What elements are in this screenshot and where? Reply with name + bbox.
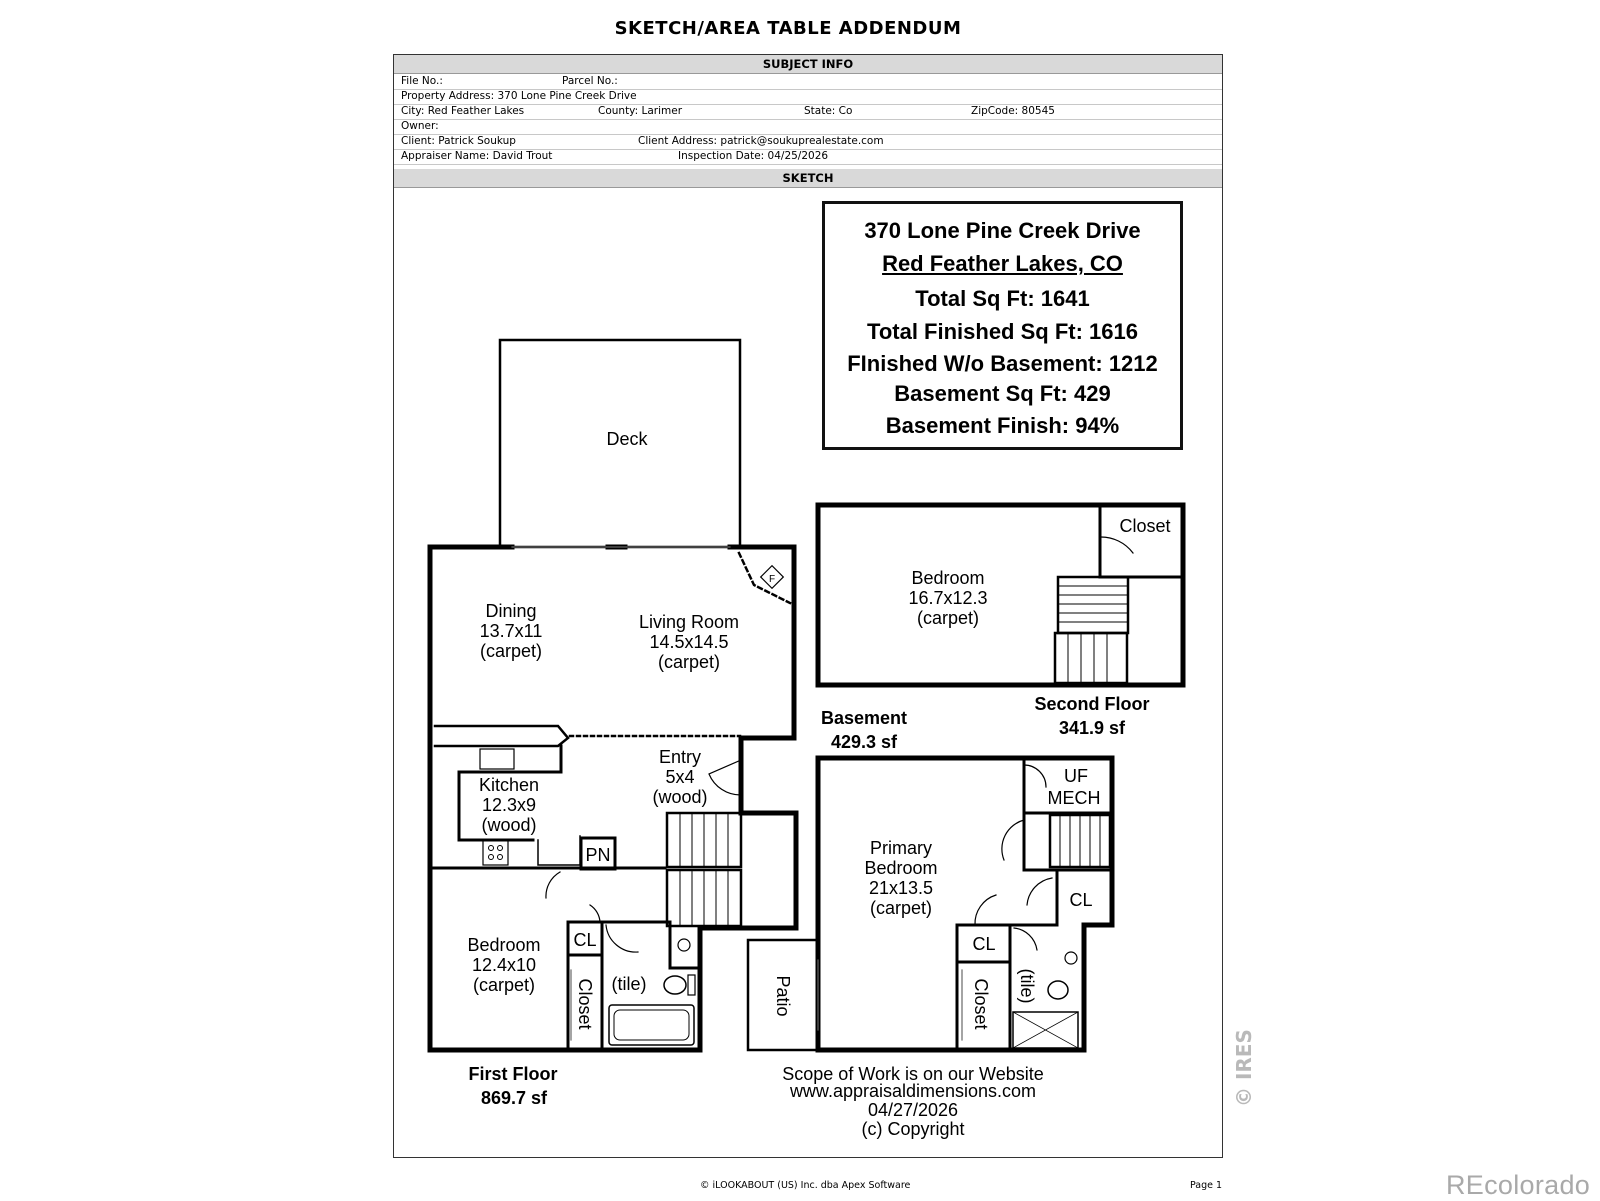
appraiser: Appraiser Name: David Trout (401, 150, 553, 162)
bathtub-icon (609, 1005, 694, 1045)
label-basement: Basement (820, 708, 908, 728)
city: City: Red Feather Lakes (401, 105, 525, 117)
parcel-no: Parcel No.: (562, 75, 618, 87)
label-cl-basement-2: CL (972, 934, 996, 954)
property-address: Property Address: 370 Lone Pine Creek Drive (401, 90, 637, 102)
summary-city: Red Feather Lakes, CO (882, 251, 1123, 276)
recolorado-watermark: REcolorado (1446, 1170, 1591, 1200)
label-entry-name: Entry (658, 747, 702, 767)
subject-info-heading: SUBJECT INFO (394, 55, 1222, 74)
client-address: Client Address: patrick@soukuprealestate.com (638, 135, 884, 147)
label-cl-basement-1: CL (1069, 890, 1093, 910)
ires-watermark: © IRES (1232, 1029, 1256, 1107)
scope-line-3: 04/27/2026 (867, 1100, 959, 1120)
footer-software: © iLOOKABOUT (US) Inc. dba Apex Software (700, 1180, 911, 1191)
sink-icon-bath (678, 939, 690, 951)
label-mech: MECH (1047, 788, 1101, 808)
summary-total-finished: Total Finished Sq Ft: 1616 (867, 319, 1138, 344)
summary-basement-finish: Basement Finish: 94% (885, 413, 1120, 438)
label-deck: Deck (606, 429, 648, 449)
label-second-floor: Second Floor (1034, 694, 1150, 714)
label-dining-size: 13.7x11 (479, 621, 543, 641)
label-dining-floor: (carpet) (479, 641, 543, 661)
upper-stairs-b (1055, 633, 1127, 683)
label-pantry: PN (585, 845, 611, 865)
county: County: Larimer (598, 105, 683, 117)
summary-total-sqft: Total Sq Ft: 1641 (915, 286, 1090, 311)
label-closet-second: Closet (1119, 516, 1171, 536)
label-first-floor-area: 869.7 sf (480, 1088, 548, 1108)
footer-page-number: Page 1 (1190, 1180, 1223, 1191)
label-cl-first: CL (573, 930, 597, 950)
label-fireplace: F (768, 574, 776, 585)
label-bedroom1-name: Bedroom (467, 935, 541, 955)
closet-door-swing (1100, 537, 1133, 577)
scope-line-2: www.appraisaldimensions.com (789, 1081, 1037, 1101)
state: State: Co (804, 105, 853, 117)
label-bedroom2-size: 16.7x12.3 (908, 588, 988, 608)
door-swing (546, 872, 560, 898)
label-kitchen-name: Kitchen (478, 775, 540, 795)
label-kitchen-floor: (wood) (481, 815, 537, 835)
scope-line-4: (c) Copyright (861, 1119, 965, 1139)
label-tile-basement: (tile) (1017, 968, 1037, 1004)
document-title: SKETCH/AREA TABLE ADDENDUM (614, 18, 962, 39)
label-primary-size: 21x13.5 (868, 878, 934, 898)
sink-icon-basement (1065, 952, 1077, 964)
summary-address: 370 Lone Pine Creek Drive (864, 218, 1141, 243)
label-primary-name-2: Bedroom (864, 858, 938, 878)
label-second-floor-area: 341.9 sf (1058, 718, 1126, 738)
label-kitchen-size: 12.3x9 (481, 795, 537, 815)
summary-finished-wo-basement: FInished W/o Basement: 1212 (847, 351, 1158, 376)
label-entry-floor: (wood) (652, 787, 708, 807)
summary-basement-sqft: Basement Sq Ft: 429 (894, 381, 1111, 406)
sketch-heading: SKETCH (394, 169, 1222, 188)
zipcode: ZipCode: 80545 (971, 105, 1055, 117)
toilet-icon-basement (1048, 981, 1068, 999)
toilet-icon (664, 976, 686, 994)
owner: Owner: (401, 120, 439, 132)
label-living-name: Living Room (638, 612, 740, 632)
label-first-floor: First Floor (468, 1064, 558, 1084)
label-bedroom2-name: Bedroom (911, 568, 985, 588)
label-closet-basement: Closet (971, 978, 991, 1030)
client: Client: Patrick Soukup (401, 135, 516, 147)
sink-icon (480, 749, 514, 769)
label-basement-area: 429.3 sf (830, 732, 898, 752)
entry-door-swing (709, 760, 741, 795)
file-no: File No.: (401, 75, 443, 87)
label-bedroom2-floor: (carpet) (916, 608, 980, 628)
label-bedroom1-size: 12.4x10 (471, 955, 537, 975)
mech-door-swing (1024, 765, 1046, 787)
kitchen-bar (435, 726, 568, 746)
label-bedroom1-floor: (carpet) (472, 975, 536, 995)
label-living-floor: (carpet) (657, 652, 721, 672)
label-entry-size: 5x4 (665, 767, 695, 787)
label-uf: UF (1064, 766, 1088, 786)
label-tile-first: (tile) (611, 974, 647, 994)
label-living-size: 14.5x14.5 (649, 632, 729, 652)
label-closet-first: Closet (575, 978, 595, 1030)
label-dining-name: Dining (485, 601, 537, 621)
upper-stairs-a (1058, 577, 1128, 633)
label-primary-name-1: Primary (870, 838, 932, 858)
fridge-icon (538, 836, 580, 865)
inspection-date: Inspection Date: 04/25/2026 (678, 150, 829, 162)
label-primary-floor: (carpet) (869, 898, 933, 918)
label-patio: Patio (773, 975, 793, 1017)
stove-icon (483, 840, 508, 865)
scope-line-1: Scope of Work is on our Website (782, 1064, 1044, 1084)
